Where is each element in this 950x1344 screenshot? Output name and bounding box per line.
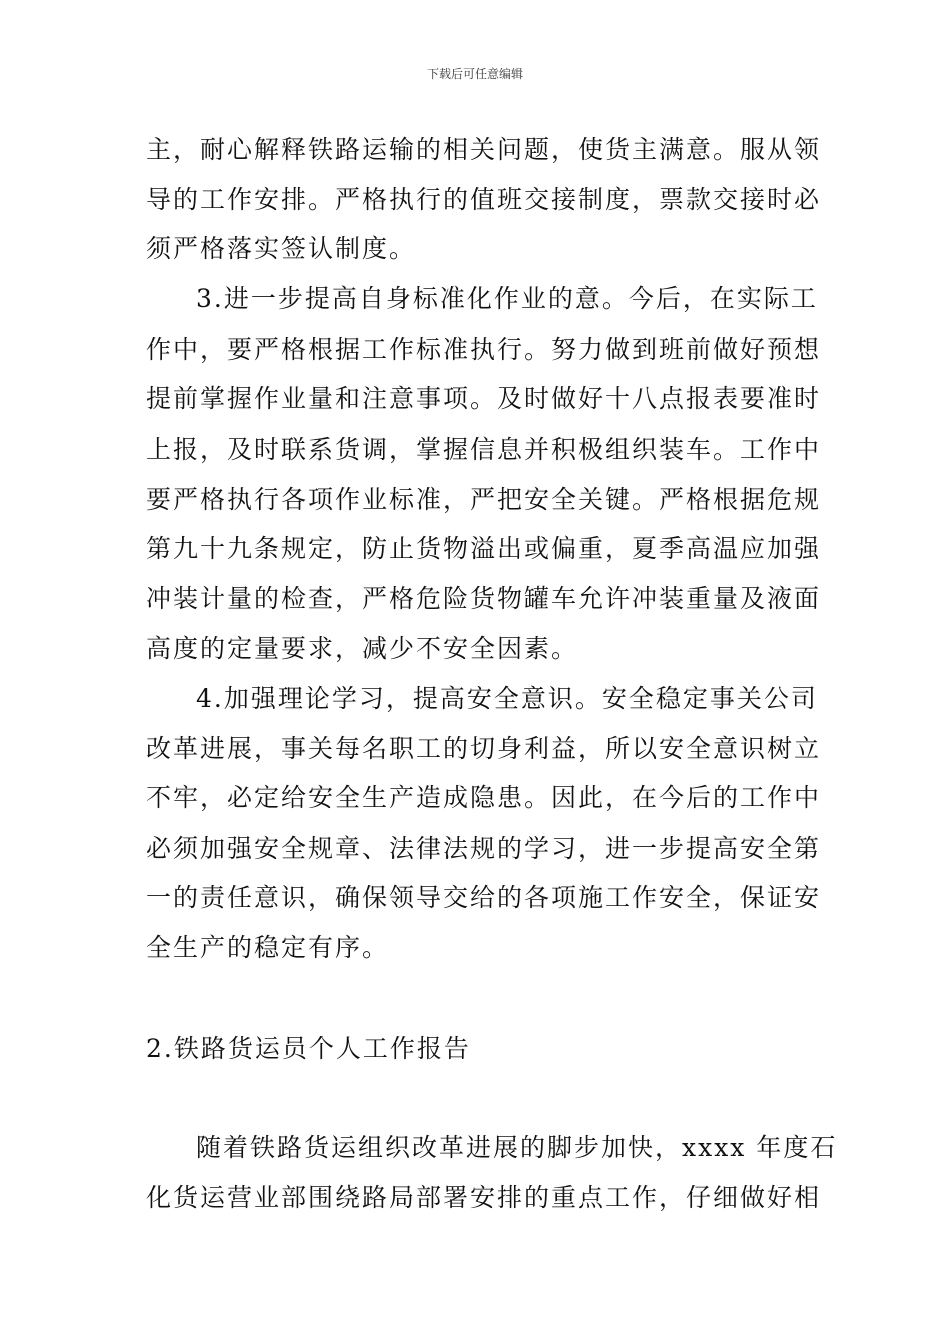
text-line: 主，耐心解释铁路运输的相关问题，使货主满意。服从领 <box>146 135 822 164</box>
text-line: 冲装计量的检查，严格危险货物罐车允许冲装重量及液面 <box>146 584 822 613</box>
text-line: 上报，及时联系货调，掌握信息并积极组织装车。工作中 <box>146 435 822 464</box>
text-line: 改革进展，事关每名职工的切身利益，所以安全意识树立 <box>146 734 822 763</box>
page-header-note: 下载后可任意编辑 <box>426 67 523 81</box>
section-heading: 2.铁路货运员个人工作报告 <box>146 1034 471 1063</box>
text-line: 须严格落实签认制度。 <box>146 234 417 263</box>
text-line: 一的责任意识，确保领导交给的各项施工作安全，保证安 <box>146 883 822 912</box>
text-line: 化货运营业部围绕路局部署安排的重点工作，仔细做好相 <box>146 1183 822 1212</box>
text-line: 4.加强理论学习，提高安全意识。安全稳定事关公司 <box>196 684 818 713</box>
text-line: 随着铁路货运组织改革进展的脚步加快，xxxx 年度石 <box>196 1133 838 1162</box>
text-line: 第九十九条规定，防止货物溢出或偏重，夏季高温应加强 <box>146 534 822 563</box>
text-line: 高度的定量要求，减少不安全因素。 <box>146 634 579 663</box>
text-line: 全生产的稳定有序。 <box>146 933 390 962</box>
text-line: 提前掌握作业量和注意事项。及时做好十八点报表要准时 <box>146 384 822 413</box>
text-line: 必须加强安全规章、法律法规的学习，进一步提高安全第 <box>146 834 822 863</box>
text-line: 导的工作安排。严格执行的值班交接制度，票款交接时必 <box>146 185 822 214</box>
text-line: 要严格执行各项作业标准，严把安全关键。严格根据危规 <box>146 485 822 514</box>
text-line: 3.进一步提高自身标准化作业的意。今后，在实际工 <box>196 284 818 313</box>
text-line: 作中，要严格根据工作标准执行。努力做到班前做好预想 <box>146 335 822 364</box>
text-line: 不牢，必定给安全生产造成隐患。因此，在今后的工作中 <box>146 783 822 812</box>
